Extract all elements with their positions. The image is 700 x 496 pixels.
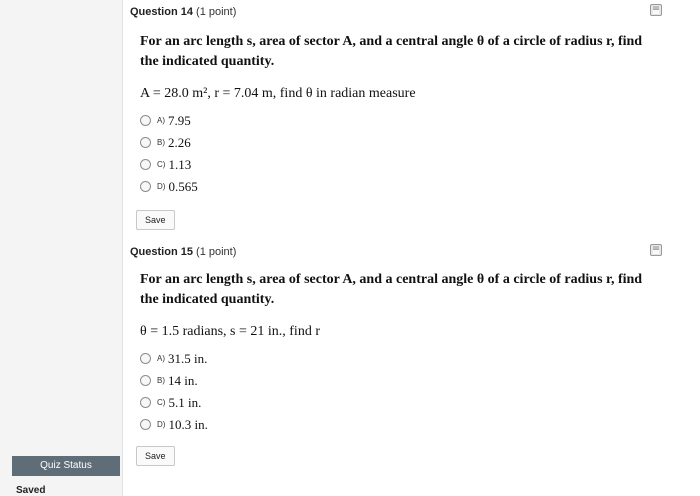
question-prompt: For an arc length s, area of sector A, and a central angle θ of a circle of radius r, find the indicated quantity. bbox=[140, 34, 643, 69]
save-button[interactable]: Save bbox=[136, 210, 175, 230]
question-stem: θ = 1.5 radians, s = 21 in., find r bbox=[140, 324, 320, 339]
save-icon[interactable] bbox=[650, 244, 662, 256]
choice-a[interactable] bbox=[140, 348, 660, 370]
choice-letter: D) bbox=[157, 420, 166, 429]
save-button[interactable]: Save bbox=[136, 446, 175, 466]
radio-button[interactable] bbox=[140, 419, 151, 430]
saved-status-label: Saved bbox=[16, 485, 46, 496]
radio-button[interactable] bbox=[140, 137, 151, 148]
choice-text: 2.26 bbox=[168, 135, 191, 150]
question-title: Question 14 bbox=[130, 6, 193, 18]
choice-letter: C) bbox=[157, 398, 166, 407]
question-prompt: For an arc length s, area of sector A, and a central angle θ of a circle of radius r, find the indicated quantity. bbox=[140, 272, 643, 307]
choice-text: 7.95 bbox=[168, 113, 191, 128]
radio-button[interactable] bbox=[140, 181, 151, 192]
choice-text: 0.565 bbox=[168, 179, 198, 194]
question-points: (1 point) bbox=[196, 246, 237, 258]
question-stem: A = 28.0 m², r = 7.04 m, find θ in radian measure bbox=[140, 86, 416, 101]
radio-button[interactable] bbox=[140, 115, 151, 126]
choice-text: 14 in. bbox=[168, 373, 198, 388]
question-14 bbox=[130, 4, 660, 230]
choice-d[interactable] bbox=[140, 176, 660, 198]
choice-letter: B) bbox=[157, 138, 165, 147]
save-icon[interactable] bbox=[650, 4, 662, 16]
choice-letter: A) bbox=[157, 116, 165, 125]
choice-text: 1.13 bbox=[168, 157, 192, 172]
choice-c[interactable] bbox=[140, 154, 660, 176]
choice-text: 31.5 in. bbox=[168, 351, 208, 366]
left-pane bbox=[0, 0, 123, 496]
choice-text: 10.3 in. bbox=[168, 417, 208, 432]
radio-button[interactable] bbox=[140, 375, 151, 386]
radio-button[interactable] bbox=[140, 353, 151, 364]
choice-text: 5.1 in. bbox=[168, 395, 202, 410]
choice-letter: B) bbox=[157, 376, 165, 385]
choice-d[interactable] bbox=[140, 414, 660, 436]
choice-b[interactable] bbox=[140, 132, 660, 154]
question-header bbox=[130, 4, 660, 20]
quiz-status-button[interactable]: Quiz Status bbox=[12, 456, 120, 476]
radio-button[interactable] bbox=[140, 397, 151, 408]
choice-a[interactable] bbox=[140, 110, 660, 132]
radio-button[interactable] bbox=[140, 159, 151, 170]
choice-letter: C) bbox=[157, 160, 166, 169]
question-points: (1 point) bbox=[196, 6, 237, 18]
choice-b[interactable] bbox=[140, 370, 660, 392]
question-title: Question 15 bbox=[130, 246, 193, 258]
choice-c[interactable] bbox=[140, 392, 660, 414]
choice-letter: D) bbox=[157, 182, 166, 191]
question-15 bbox=[130, 244, 660, 466]
question-header bbox=[130, 244, 660, 260]
choice-letter: A) bbox=[157, 354, 165, 363]
